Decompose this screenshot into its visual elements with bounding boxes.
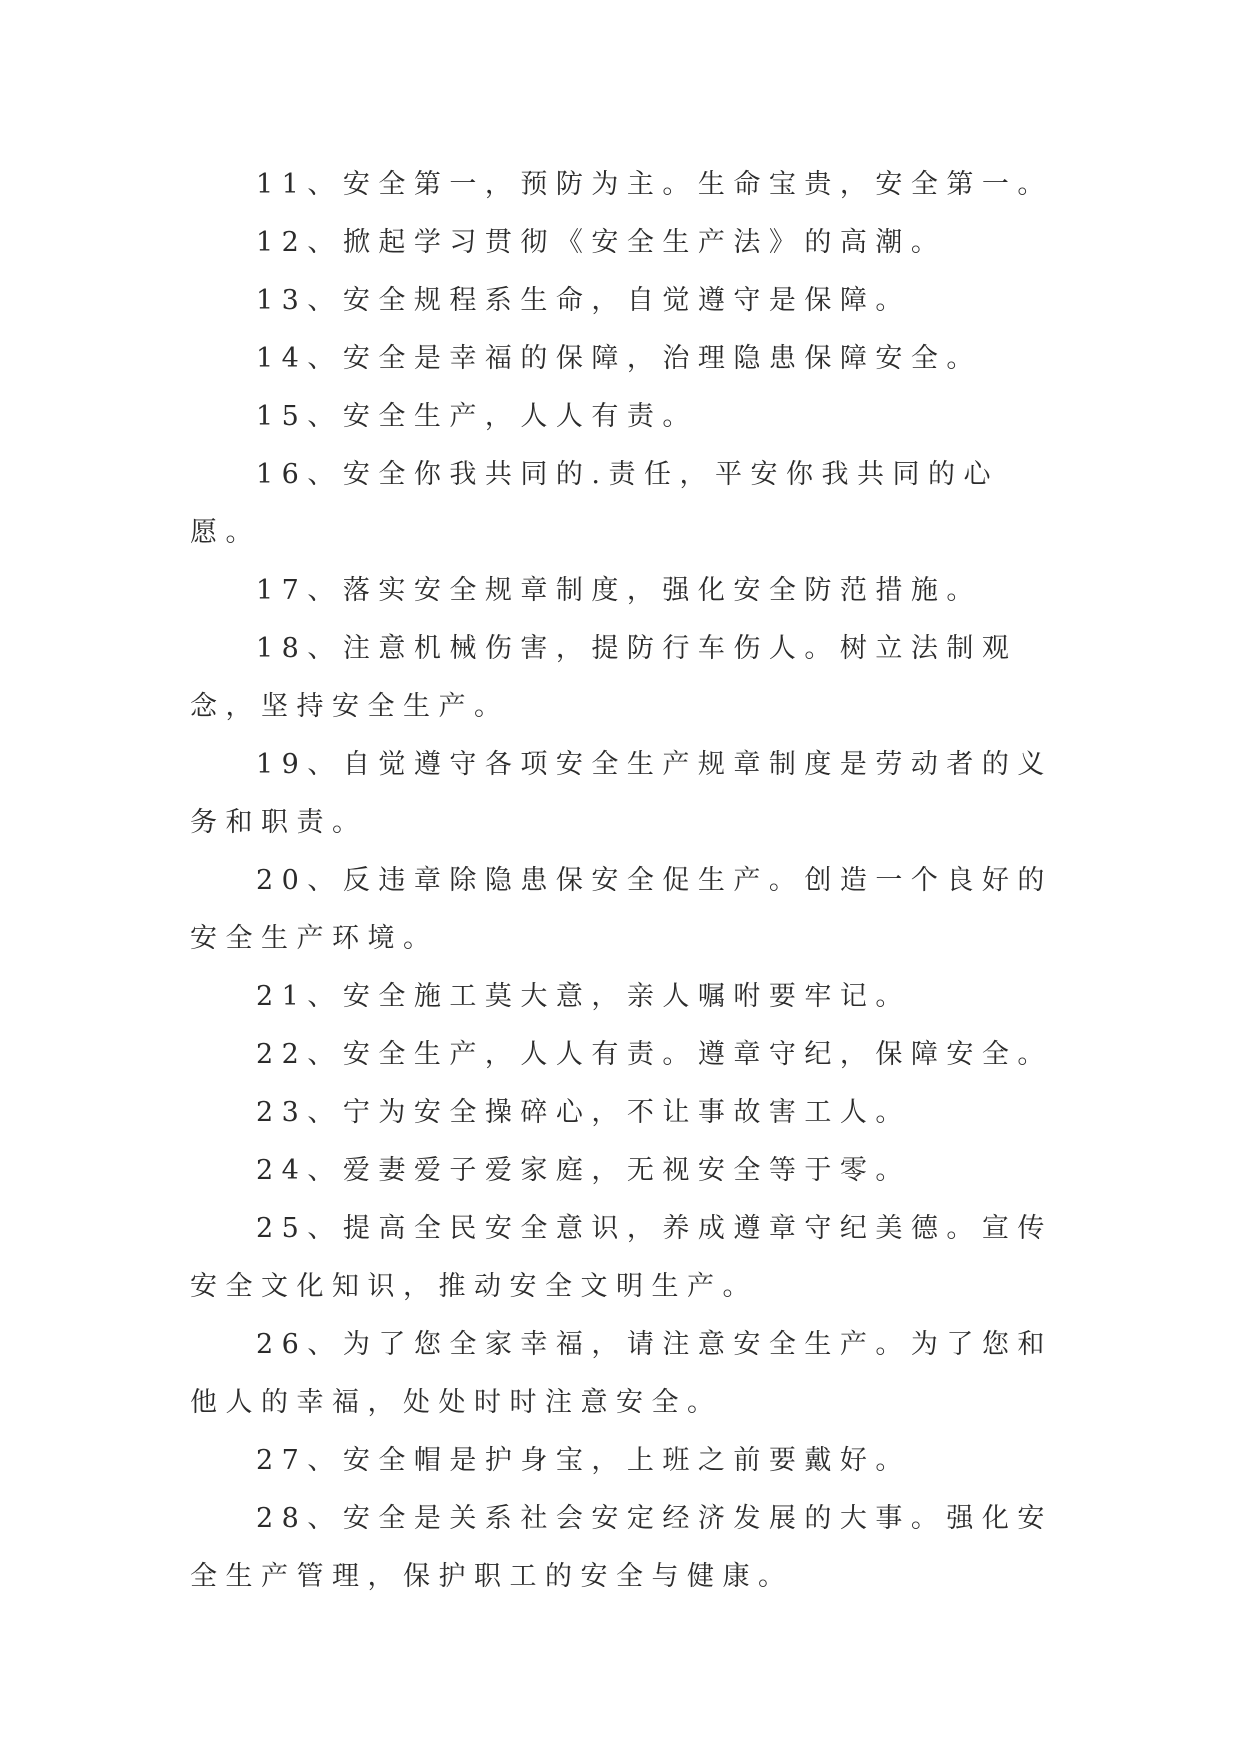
paragraph-23: 23、宁为安全操碎心，不让事故害工人。 <box>256 1097 911 1128</box>
paragraph-14: 14、安全是幸福的保障，治理隐患保障安全。 <box>256 343 982 374</box>
paragraph-19: 19、自觉遵守各项安全生产规章制度是劳动者的义务和职责。 <box>190 749 1053 838</box>
paragraph-24: 24、爱妻爱子爱家庭，无视安全等于零。 <box>256 1155 911 1186</box>
paragraph-17: 17、落实安全规章制度，强化安全防范措施。 <box>256 575 982 606</box>
paragraph-18: 18、注意机械伤害，提防行车伤人。树立法制观念，坚持安全生产。 <box>190 633 1018 722</box>
paragraph-13: 13、安全规程系生命，自觉遵守是保障。 <box>256 285 911 316</box>
paragraph-11: 11、安全第一，预防为主。生命宝贵，安全第一。 <box>256 169 1053 200</box>
paragraph-28: 28、安全是关系社会安定经济发展的大事。强化安全生产管理，保护职工的安全与健康。 <box>190 1503 1053 1592</box>
paragraph-20: 20、反违章除隐患保安全促生产。创造一个良好的安全生产环境。 <box>190 865 1053 954</box>
paragraph-27: 27、安全帽是护身宝，上班之前要戴好。 <box>256 1445 911 1476</box>
paragraph-22: 22、安全生产，人人有责。遵章守纪，保障安全。 <box>256 1039 1053 1070</box>
paragraph-25: 25、提高全民安全意识，养成遵章守纪美德。宣传安全文化知识，推动安全文明生产。 <box>190 1213 1053 1302</box>
document-body <box>190 156 1058 1606</box>
paragraph-26: 26、为了您全家幸福，请注意安全生产。为了您和他人的幸福，处处时时注意安全。 <box>190 1329 1053 1418</box>
paragraph-12: 12、掀起学习贯彻《安全生产法》的高潮。 <box>256 227 947 258</box>
paragraph-15: 15、安全生产，人人有责。 <box>256 401 698 432</box>
paragraph-21: 21、安全施工莫大意，亲人嘱咐要牢记。 <box>256 981 911 1012</box>
paragraph-16: 16、安全你我共同的.责任，平安你我共同的心愿。 <box>190 459 999 548</box>
